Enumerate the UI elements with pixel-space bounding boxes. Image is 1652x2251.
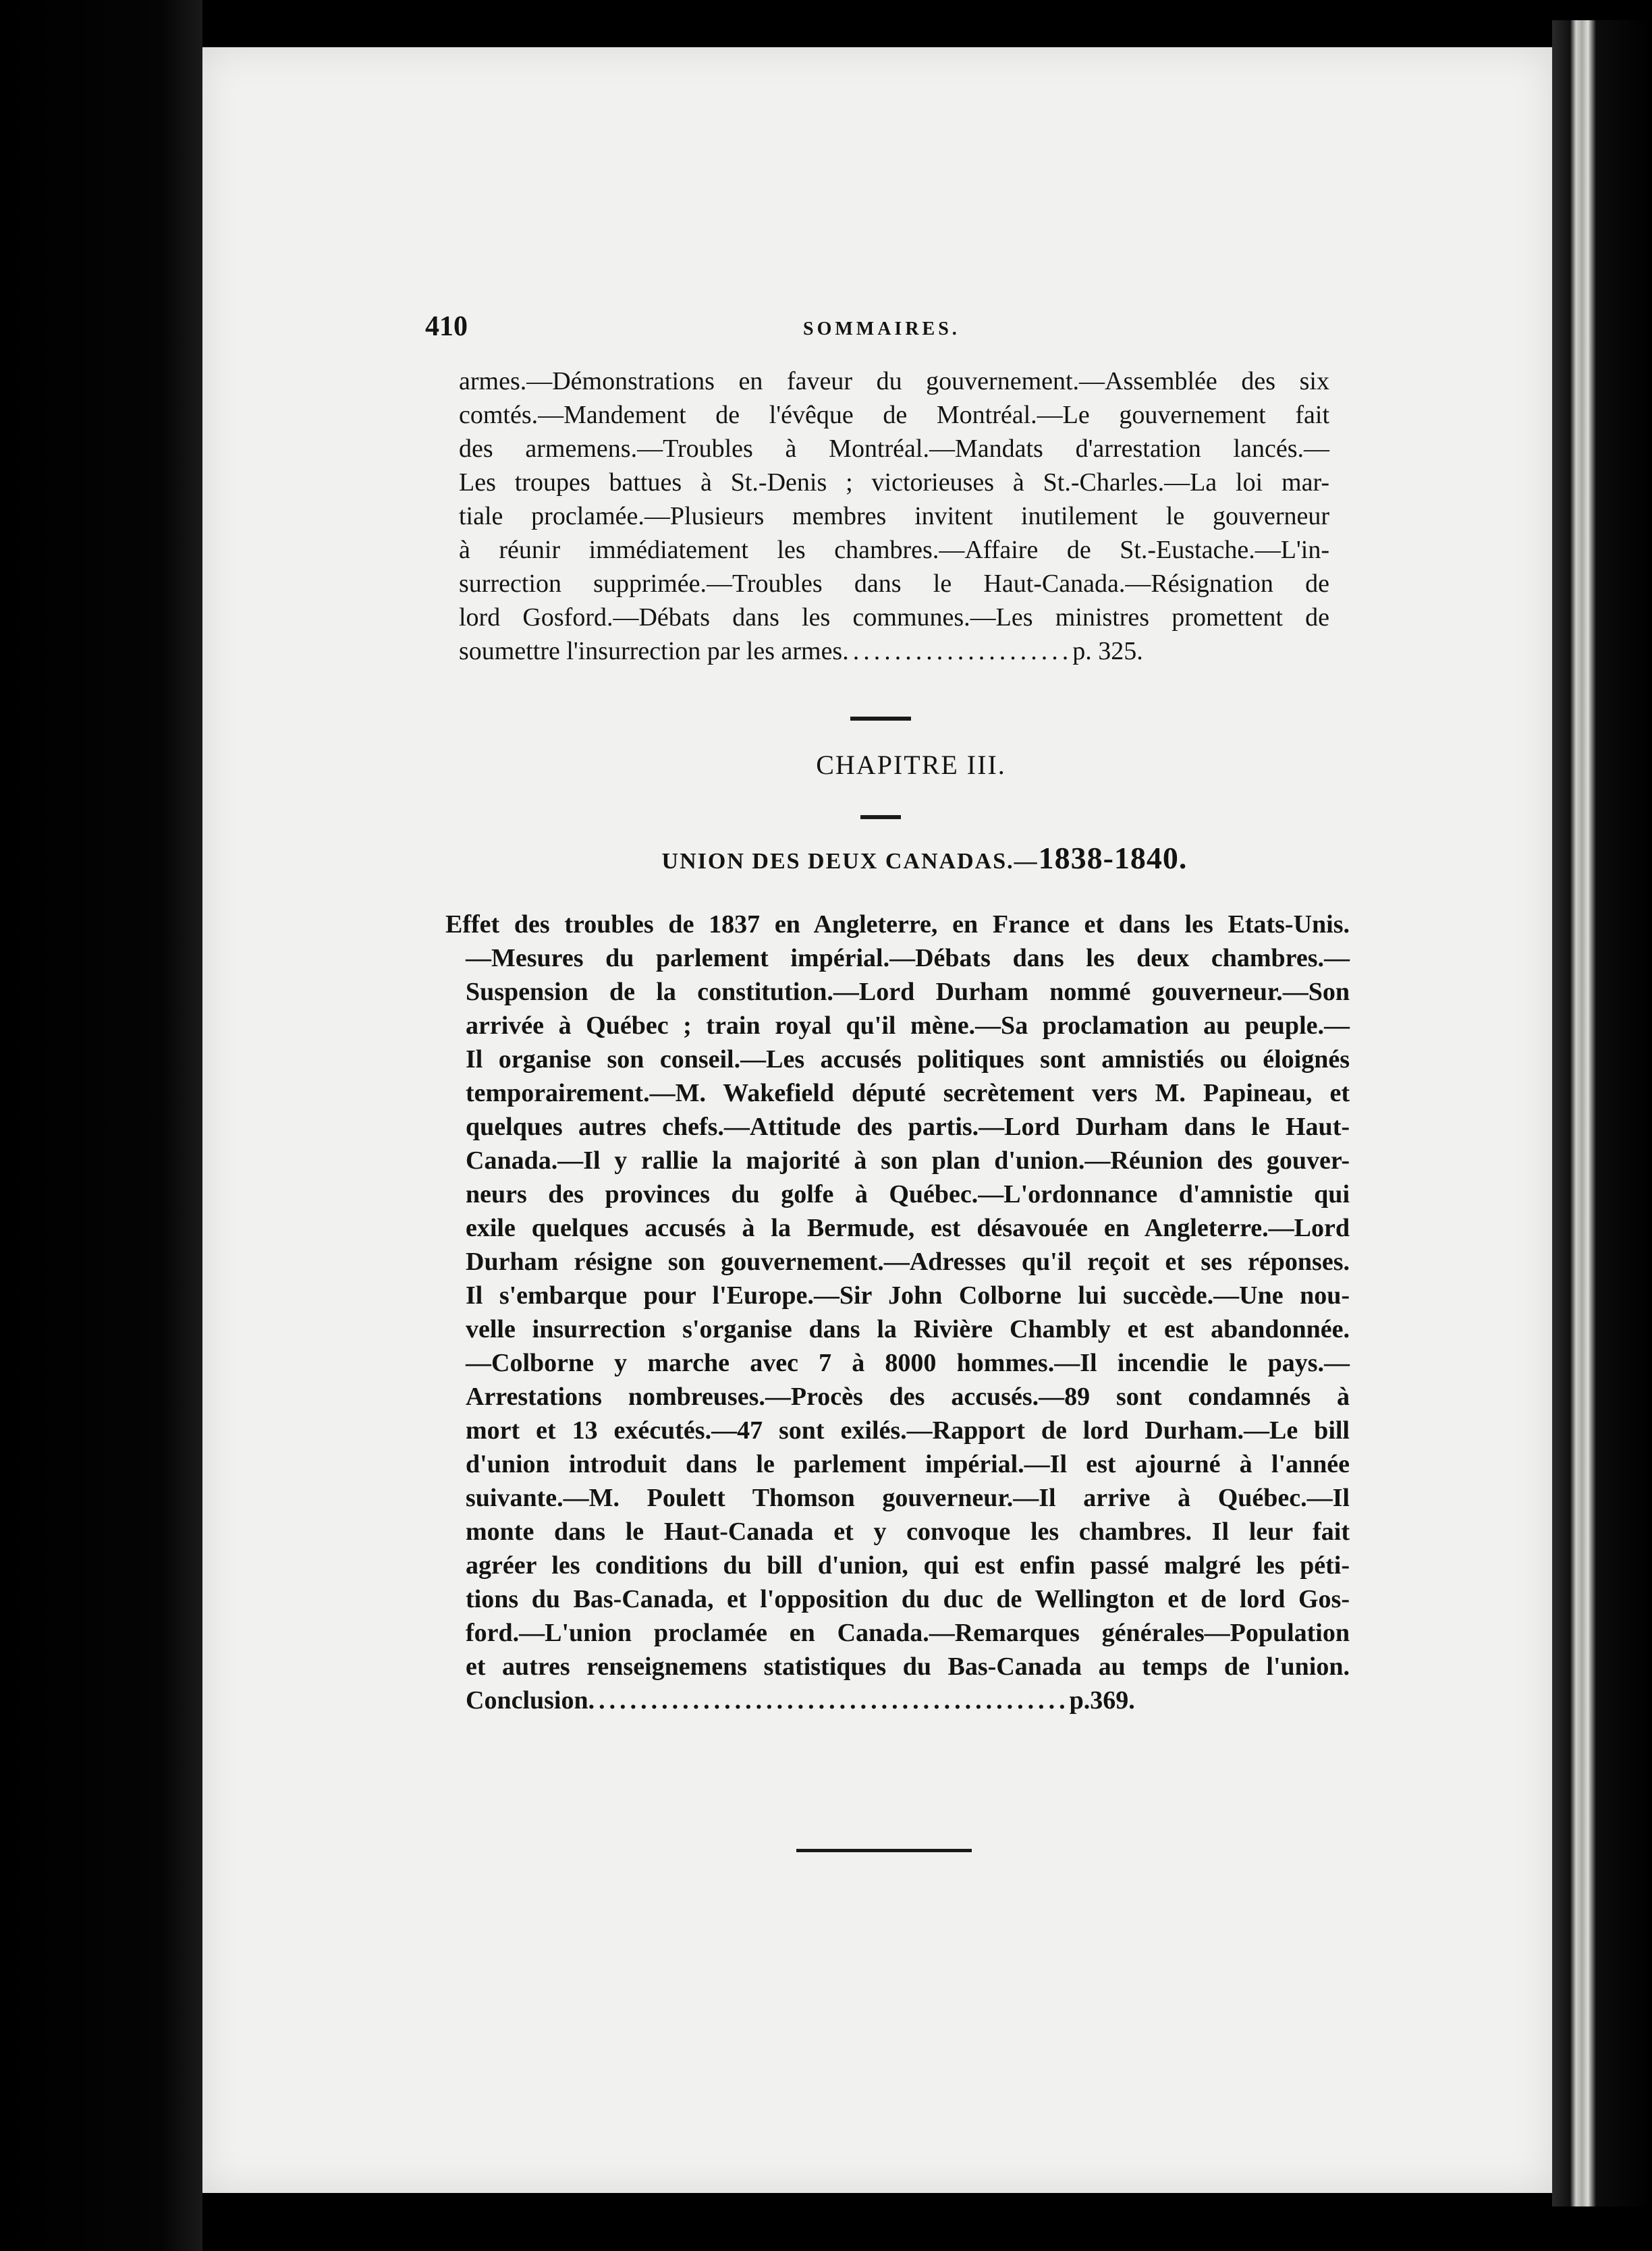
leader-dots: ......................	[842, 637, 1073, 665]
section-years: 1838-1840.	[1038, 841, 1188, 875]
text-line: temporairement.—M. Wakefield député secrètement vers M. Papineau, et	[466, 1079, 1350, 1107]
text-line: velle insurrection s'organise dans la Rivière Chambly et est abandonnée.	[466, 1315, 1350, 1343]
chapter-rule-bottom	[860, 815, 901, 819]
text-line: suivante.—M. Poulett Thomson gouverneur.—Il arrive à Québec.—Il	[466, 1484, 1350, 1512]
text-line: à réunir immédiatement les chambres.—Affaire de St.-Eustache.—L'in-	[459, 536, 1329, 564]
end-ornament-rule	[796, 1849, 972, 1852]
page-reference: p.369.	[1069, 1686, 1135, 1715]
section-name: UNION DES DEUX CANADAS.—	[661, 849, 1039, 874]
text-line: ford.—L'union proclamée en Canada.—Remarques générales—Population	[466, 1619, 1350, 1647]
text-line: Canada.—Il y rallie la majorité à son plan d'union.—Réunion des gouver-	[466, 1146, 1350, 1175]
text-line: Les troupes battues à St.-Denis ; victorieuses à St.-Charles.—La loi mar-	[459, 468, 1329, 497]
chapter-heading: CHAPITRE III.	[816, 750, 1006, 780]
book-spine-edge	[1552, 20, 1652, 2206]
text-line: monte dans le Haut-Canada et y convoque les chambres. Il leur fait	[466, 1518, 1350, 1546]
text-line: comtés.—Mandement de l'évêque de Montréal.—Le gouvernement fait	[459, 401, 1329, 429]
page-reference: p. 325.	[1072, 637, 1143, 665]
text-line: tions du Bas-Canada, et l'opposition du duc de Wellington et de lord Gos-	[466, 1585, 1350, 1613]
text-line: d'union introduit dans le parlement impérial.—Il est ajourné à l'année	[466, 1450, 1350, 1478]
text-line: armes.—Démonstrations en faveur du gouvernement.—Assemblée des six	[459, 367, 1329, 395]
text-line: arrivée à Québec ; train royal qu'il mène.—Sa proclamation au peuple.—	[466, 1011, 1350, 1040]
running-head	[425, 310, 1323, 351]
section-title	[445, 840, 1404, 876]
text-line-with-page-ref	[459, 634, 1329, 668]
text-line: surrection supprimée.—Troubles dans le Haut-Canada.—Résignation de	[459, 569, 1329, 598]
text-line: mort et 13 exécutés.—47 sont exilés.—Rapport de lord Durham.—Le bill	[466, 1416, 1350, 1445]
text-line: Il organise son conseil.—Les accusés politiques sont amnistiés ou éloignés	[466, 1045, 1350, 1074]
leader-dots: ..............................................	[588, 1686, 1070, 1715]
text-line: —Mesures du parlement impérial.—Débats dans les deux chambres.—	[466, 944, 1350, 972]
text-line: des armemens.—Troubles à Montréal.—Mandats d'arrestation lancés.—	[459, 435, 1329, 463]
text-line: et autres renseignemens statistiques du Bas-Canada au temps de l'union.	[466, 1652, 1350, 1681]
text-line: Arrestations nombreuses.—Procès des accusés.—89 sont condamnés à	[466, 1383, 1350, 1411]
text-line-with-page-ref	[445, 1684, 1350, 1717]
text-line: Effet des troubles de 1837 en Angleterre, en France et dans les Etats-Unis.	[445, 910, 1350, 939]
line-text: soumettre l'insurrection par les armes	[459, 637, 843, 665]
page-number: 410	[425, 311, 468, 342]
running-title: SOMMAIRES.	[803, 318, 960, 339]
text-line: —Colborne y marche avec 7 à 8000 hommes.—Il incendie le pays.—	[466, 1349, 1350, 1377]
text-line: Il s'embarque pour l'Europe.—Sir John Colborne lui succède.—Une nou-	[466, 1281, 1350, 1310]
text-line: Suspension de la constitution.—Lord Durham nommé gouverneur.—Son	[466, 978, 1350, 1006]
text-line: tiale proclamée.—Plusieurs membres invitent inutilement le gouverneur	[459, 502, 1329, 530]
chapter-rule-top	[850, 717, 911, 721]
scan-left-margin	[0, 0, 202, 2251]
text-line: Durham résigne son gouvernement.—Adresses qu'il reçoit et ses réponses.	[466, 1248, 1350, 1276]
text-line: lord Gosford.—Débats dans les communes.—Les ministres promettent de	[459, 603, 1329, 632]
text-line: quelques autres chefs.—Attitude des partis.—Lord Durham dans le Haut-	[466, 1113, 1350, 1141]
page-content	[425, 0, 1377, 2251]
text-line: agréer les conditions du bill d'union, qui est enfin passé malgré les péti-	[466, 1551, 1350, 1580]
text-line: exile quelques accusés à la Bermude, est désavouée en Angleterre.—Lord	[466, 1214, 1350, 1242]
summary-paragraph-2	[445, 908, 1350, 1717]
text-line: neurs des provinces du golfe à Québec.—L'ordonnance d'amnistie qui	[466, 1180, 1350, 1208]
line-text: Conclusion	[466, 1686, 588, 1715]
summary-paragraph-1	[459, 364, 1329, 668]
